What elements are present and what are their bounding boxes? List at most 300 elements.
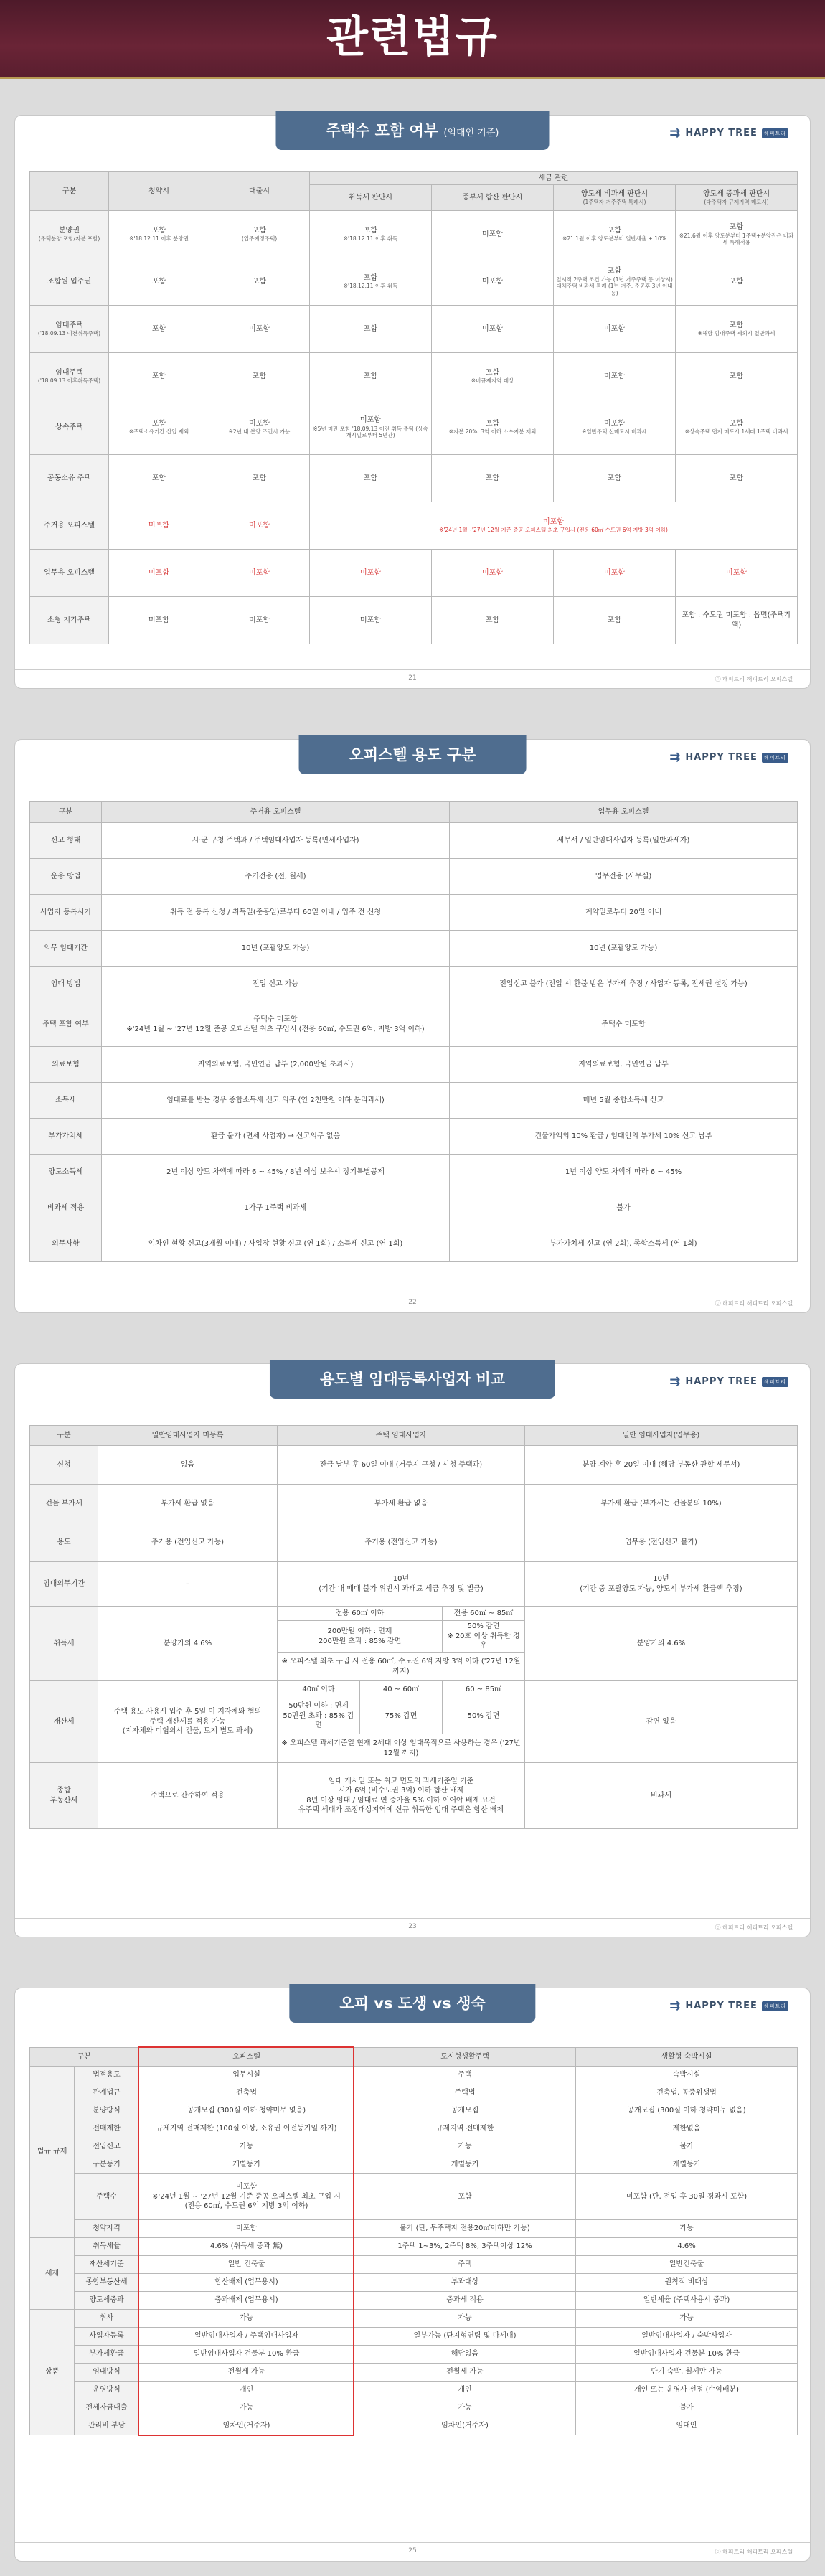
- table-cell: [354, 2256, 576, 2274]
- table-cell-text: 환급 불가 (면세 사업자) → 신고의무 없음: [210, 1132, 341, 1140]
- table-row: [30, 895, 798, 931]
- row-label: [30, 1607, 98, 1681]
- table-cell: [354, 2102, 576, 2120]
- panel-footer: 25 ⓒ 해피트리 해피트리 오피스텔: [15, 2542, 810, 2561]
- table-cell-text: 공개모집 (300실 이하 청약미무 없음): [627, 2107, 746, 2115]
- table-cell: [310, 502, 798, 550]
- table-cell-text: 건축법: [236, 2089, 257, 2097]
- cell-note: ※'18.12.11 이후 분양권: [129, 235, 189, 243]
- prop-note: [278, 1734, 525, 1763]
- table-cell: [354, 2220, 576, 2238]
- happy-tree-logo: ⇉ HAPPY TREE 해피트리: [669, 750, 788, 765]
- table-cell: [354, 2399, 576, 2417]
- acq-val-60-text: 200만원 이하 : 면제 200만원 초과 : 85% 감면: [318, 1627, 402, 1645]
- table-row: [30, 2399, 798, 2417]
- panel-officetel-comparison: [14, 1988, 811, 2562]
- table-cell-text: 불가 (단, 무주택자 전용20㎡이하만 가능): [400, 2224, 530, 2233]
- row-label-text: 청약자격: [93, 2224, 121, 2233]
- table-cell-text: 포함: [151, 474, 166, 482]
- table-cell-text: 공개모집: [451, 2107, 479, 2115]
- row-label: [75, 2382, 139, 2399]
- column-header-text: 오피스텔: [232, 2052, 260, 2061]
- table-cell-text: 불가: [616, 1203, 631, 1212]
- row-label: [75, 2274, 139, 2292]
- table-cell-text: 포함 : 수도권 미포함 : 읍면(주택가액): [682, 611, 791, 629]
- table-cell-text: 분양가의 4.6%: [636, 1639, 686, 1647]
- table-cell-text: 미포함: [148, 616, 169, 624]
- table-cell: [102, 1083, 450, 1119]
- header-tax-text: 세금 관련: [538, 174, 569, 182]
- table-cell-text: 주거전용 (전, 월세): [245, 872, 306, 880]
- table-cell-text: 포함: [607, 267, 622, 276]
- table-cell-text: 부가가치세 신고 (연 2회), 종합소득세 (연 1회): [550, 1239, 697, 1248]
- table-cell: [554, 455, 676, 502]
- table-cell: [102, 1002, 450, 1047]
- table-cell-text: 부가세 환급 없음: [161, 1499, 214, 1508]
- table-cell-text: 부가세 환급 (부가세는 건물분의 10%): [600, 1499, 722, 1508]
- table-cell-text: 4.6% (취득세 중과 無): [209, 2242, 283, 2251]
- table-cell-text: 임대료를 받는 경우 종합소득세 신고 의무 (연 2천만원 이하 분리과세): [166, 1096, 385, 1104]
- prop-val-60: [360, 1698, 443, 1734]
- table-cell-text: 미포함: [604, 372, 625, 380]
- table-row: [30, 2417, 798, 2435]
- row-label: [30, 1523, 98, 1562]
- table-cell-text: 분양 계약 후 20일 이내 (해당 부동산 관할 세무서): [582, 1460, 740, 1469]
- table-cell-text: 10년 (기간 중 포괄양도 가능, 양도시 부가세 환급액 추징): [580, 1575, 742, 1593]
- table-cell: [525, 1485, 798, 1523]
- table-row: [30, 2102, 798, 2120]
- table-cell-text: 미포함: [360, 416, 381, 424]
- column-header: [354, 2048, 576, 2067]
- table-cell-text: 1주택 1~3%, 2주택 8%, 3주택이상 12%: [397, 2242, 532, 2251]
- table-cell: [139, 2174, 354, 2220]
- table-cell: [554, 258, 676, 306]
- table-cell: [209, 353, 310, 400]
- table-cell: [102, 1155, 450, 1190]
- table-cell: [109, 400, 209, 455]
- acq-val-85-text: 50% 감면 ※ 20호 이상 취득한 경우: [447, 1622, 520, 1650]
- table-cell-text: 부가세 환급 없음: [374, 1499, 428, 1508]
- column-header: [576, 2048, 798, 2067]
- row-label: [75, 2102, 139, 2120]
- table-cell: [576, 2156, 798, 2174]
- row-label-text: 취득세율: [93, 2242, 121, 2251]
- cell-note: 일시적 2주택 조건 가능 (1년 거주주택 등 이상시) 대체주택 비과세 특례 (1년 거주, 준공후 3년 이내 등): [556, 276, 673, 297]
- table-cell: [278, 1446, 525, 1485]
- table-cell-text: 업무전용 (사무실): [595, 872, 652, 880]
- column-header-text: 생활형 숙박시설: [661, 2052, 712, 2061]
- table-cell-text: 포함: [729, 372, 744, 380]
- row-label: [30, 823, 102, 859]
- table-cell-text: 미포함: [249, 419, 270, 428]
- row-label-text: 비과세 적용: [47, 1203, 85, 1212]
- table-cell: [354, 2156, 576, 2174]
- panel-footer: 22 ⓒ 해피트리 해피트리 오피스텔: [15, 1294, 810, 1312]
- row-label: [30, 306, 109, 353]
- table-cell: [139, 2102, 354, 2120]
- table-cell: [209, 400, 310, 455]
- table-cell: [139, 2292, 354, 2310]
- header-tax-col-text: 양도세 비과세 판단시: [580, 189, 649, 198]
- table-cell: [576, 2238, 798, 2256]
- row-label-text: 건물 부가세: [45, 1499, 82, 1508]
- table-cell: [139, 2156, 354, 2174]
- table-cell: [139, 2417, 354, 2435]
- table-cell: [450, 1155, 798, 1190]
- header-loan: [209, 172, 310, 211]
- table-cell-text: 포함: [363, 474, 378, 482]
- table-cell: [354, 2274, 576, 2292]
- table-cell-text: 개인: [239, 2386, 254, 2394]
- table-cell: [139, 2310, 354, 2328]
- acq-note-text: ※ 오피스텔 최초 구입 시 전용 60㎡, 수도권 6억 지방 3억 이하 ('27년 12월 까지): [281, 1658, 521, 1675]
- table-cell-text: 임차인(거주자): [222, 2422, 270, 2430]
- officetel-usage-table: [29, 801, 798, 1262]
- table-cell: [450, 931, 798, 967]
- table-cell: [450, 1002, 798, 1047]
- table-cell-text: 포함: [252, 226, 267, 235]
- table-cell-text: 미포함: [249, 568, 270, 577]
- row-label: [75, 2120, 139, 2138]
- table-cell-text: 미포함: [148, 521, 169, 530]
- table-cell-text: 포함: [729, 277, 744, 286]
- row-label-sub: (주택분양 포함/지분 포함): [38, 235, 100, 243]
- table-cell-text: 부과대상: [451, 2278, 479, 2287]
- table-cell: [354, 2328, 576, 2346]
- table-cell: [554, 400, 676, 455]
- cell-note: ※2년 내 분양 조건시 가능: [228, 428, 291, 436]
- table-cell: [576, 2256, 798, 2274]
- table-row: [30, 823, 798, 859]
- row-label: [30, 1155, 102, 1190]
- happy-tree-logo: ⇉ HAPPY TREE 해피트리: [669, 1374, 788, 1389]
- header-loan-text: 대출시: [249, 187, 270, 195]
- table-cell-text: 일반건축물: [669, 2260, 704, 2269]
- table-row: [30, 2138, 798, 2156]
- table-row: [30, 1190, 798, 1226]
- row-label: [75, 2399, 139, 2417]
- table-cell-text: 미포함 (단, 전입 후 30일 경과시 포함): [626, 2192, 748, 2201]
- table-cell-text: 세무서 / 일반임대사업자 등록(일반과세자): [557, 836, 690, 845]
- table-cell-text: 포함: [363, 273, 378, 282]
- table-cell-text: 미포함: [249, 616, 270, 624]
- table-row: [30, 2328, 798, 2346]
- row-label-text: 소득세: [55, 1096, 76, 1104]
- panel-rental-business: [14, 1363, 811, 1937]
- column-header: [30, 1426, 98, 1446]
- table-cell: [109, 258, 209, 306]
- table-cell-text: 포함: [252, 277, 267, 286]
- table-row: [30, 1155, 798, 1190]
- table-cell: [310, 353, 432, 400]
- table-cell: [310, 306, 432, 353]
- table-cell-text: 주거용 (전입신고 가능): [151, 1538, 225, 1546]
- table-cell-text: 건축법, 공중위생법: [656, 2089, 717, 2097]
- row-label-text: 주택수: [96, 2192, 117, 2201]
- column-header-text: 주거용 오피스텔: [250, 807, 301, 816]
- column-header: [30, 802, 102, 823]
- table-cell-text: 미포함: [236, 2224, 257, 2233]
- table-cell: [450, 895, 798, 931]
- table-cell: [98, 1485, 278, 1523]
- table-cell: [209, 306, 310, 353]
- table-cell-text: 포함: [363, 372, 378, 380]
- row-label: [30, 1047, 102, 1083]
- row-label-text: 의무사항: [52, 1239, 80, 1248]
- table-cell: [354, 2084, 576, 2102]
- table-cell-text: 주거용 (전입신고 가능): [364, 1538, 438, 1546]
- table-cell-text: 가능: [239, 2404, 254, 2412]
- row-label: [30, 1190, 102, 1226]
- table-cell: [576, 2120, 798, 2138]
- table-cell: [450, 967, 798, 1002]
- table-cell-text: 지역의료보험, 국민연금 납부 (2,000만원 초과시): [197, 1060, 354, 1068]
- table-cell-text: 포함: [729, 474, 744, 482]
- table-cell-text: 불가: [679, 2404, 694, 2412]
- table-cell: [576, 2174, 798, 2220]
- table-cell: [432, 400, 554, 455]
- table-cell: [139, 2256, 354, 2274]
- table-cell-text: 중과세 적용: [446, 2296, 484, 2305]
- table-cell: [109, 353, 209, 400]
- table-cell: [354, 2138, 576, 2156]
- row-label: [30, 1763, 98, 1829]
- prop-val-40: [278, 1698, 360, 1734]
- table-cell-text: 미포함: [726, 568, 747, 577]
- table-row: [30, 859, 798, 895]
- column-header-text: 구분: [77, 2052, 92, 2061]
- table-cell: [209, 258, 310, 306]
- table-cell: [354, 2174, 576, 2220]
- row-label-text: 운영방식: [93, 2386, 121, 2394]
- table-cell: [525, 1681, 798, 1763]
- row-label: [30, 1562, 98, 1607]
- table-cell-text: 일반임대사업자 / 숙박사업자: [641, 2332, 732, 2341]
- table-cell-text: 불가: [679, 2143, 694, 2151]
- row-label: [30, 597, 109, 644]
- table-cell: [450, 1226, 798, 1262]
- table-row: [30, 1523, 798, 1562]
- row-label-text: 전세자금대출: [85, 2404, 128, 2412]
- panel-footer: 21 ⓒ 해피트리 해피트리 오피스텔: [15, 669, 810, 688]
- table-cell-text: 지역의료보험, 국민연금 납부: [578, 1060, 669, 1068]
- table-row: [30, 2274, 798, 2292]
- table-cell: [139, 2328, 354, 2346]
- header-tax: [310, 172, 798, 185]
- table-cell-text: 제한없음: [672, 2125, 701, 2133]
- table-cell: [432, 455, 554, 502]
- table-cell: [209, 550, 310, 597]
- table-cell-text: 개인: [458, 2386, 472, 2394]
- row-label-text: 용도: [57, 1538, 71, 1546]
- table-cell-text: 일반세율 (주택사용시 중과): [643, 2296, 730, 2305]
- row-label: [75, 2417, 139, 2435]
- row-label-text: 사업자등록: [89, 2332, 124, 2341]
- table-row: [30, 1446, 798, 1485]
- group-label: [30, 2310, 75, 2435]
- table-cell-text: 감면 없음: [646, 1717, 676, 1726]
- column-header-text: 주택 임대사업자: [375, 1431, 427, 1439]
- acq-head-85-text: 전용 60㎡ ~ 85㎡: [453, 1609, 514, 1617]
- household-count-table: [29, 171, 798, 644]
- table-cell: [139, 2138, 354, 2156]
- prop-head-40: [278, 1681, 360, 1698]
- row-label-text: 임대방식: [93, 2368, 121, 2377]
- table-row: [30, 2382, 798, 2399]
- row-label: [75, 2256, 139, 2274]
- table-cell: [310, 597, 432, 644]
- table-cell: [676, 597, 798, 644]
- table-cell-text: 분양가의 4.6%: [163, 1639, 212, 1647]
- table-cell-text: 포함: [363, 324, 378, 333]
- row-label: [30, 1226, 102, 1262]
- table-cell: [432, 550, 554, 597]
- row-label: [75, 2220, 139, 2238]
- row-label-text: 재산세: [53, 1717, 75, 1726]
- header-tax-col: [432, 185, 554, 211]
- row-label: [30, 1002, 102, 1047]
- table-cell-text: 전입신고 불가 (전입 시 환불 받은 부가세 추징 / 사업자 등록, 전세권 설정 가능): [499, 979, 748, 988]
- table-cell-text: 일부가능 (단지형연립 및 다세대): [413, 2332, 517, 2341]
- table-cell-text: 포함: [151, 324, 166, 333]
- table-cell-text: 미포함: [249, 324, 270, 333]
- header-tax-col-text: 종부세 합산 판단시: [462, 193, 523, 202]
- table-cell: [432, 353, 554, 400]
- cell-note: ※'18.12.11 이후 취득: [343, 283, 398, 290]
- table-cell: [354, 2120, 576, 2138]
- group-label: [30, 2238, 75, 2310]
- table-cell-text: 미포함: [543, 517, 564, 526]
- table-cell: [102, 859, 450, 895]
- row-label: [30, 353, 109, 400]
- table-row: [30, 2067, 798, 2084]
- table-cell: [209, 211, 310, 258]
- table-cell-text: 포함: [607, 474, 622, 482]
- table-cell-text: 미포함: [249, 521, 270, 530]
- table-cell: [354, 2292, 576, 2310]
- table-cell-text: 미포함: [604, 419, 625, 428]
- table-cell-text: 개별등기: [232, 2161, 260, 2169]
- table-cell: [354, 2364, 576, 2382]
- acq-head-60-text: 전용 60㎡ 이하: [335, 1609, 385, 1617]
- table-cell-text: 주택수 미포함: [601, 1020, 646, 1028]
- table-cell: [525, 1523, 798, 1562]
- group-label-text: 세제: [44, 2269, 60, 2277]
- header-gubun-text: 구분: [62, 187, 77, 195]
- table-cell-text: 10년 (포괄양도 가능): [589, 944, 658, 952]
- table-cell-text: 포함: [151, 372, 166, 380]
- table-cell: [109, 550, 209, 597]
- row-label: [75, 2138, 139, 2156]
- row-label-text: 관계법규: [93, 2089, 121, 2097]
- table-cell: [576, 2138, 798, 2156]
- table-cell: [209, 597, 310, 644]
- table-cell: [209, 502, 310, 550]
- cell-note: ※5년 미만 포함 '18.09.13 이전 취득 주택 (상속개시일로부터 5년간): [313, 425, 428, 439]
- column-header-text: 도시형생활주택: [440, 2052, 489, 2061]
- column-header-text: 업무용 오피스텔: [598, 807, 649, 816]
- table-row: [30, 2238, 798, 2256]
- table-row: [30, 400, 798, 455]
- table-cell-text: 미포함: [604, 324, 625, 333]
- table-cell-text: 10년 (포괄양도 가능): [241, 944, 310, 952]
- row-label: [75, 2346, 139, 2364]
- table-row: [30, 2364, 798, 2382]
- table-cell-text: 임차인(거주자): [441, 2422, 489, 2430]
- table-row: [30, 2084, 798, 2102]
- row-label-text: 취득세: [53, 1639, 75, 1647]
- table-cell: [525, 1446, 798, 1485]
- table-cell: [102, 1119, 450, 1155]
- row-label: [30, 211, 109, 258]
- acq-val-60: [278, 1621, 443, 1653]
- row-label: [75, 2328, 139, 2346]
- row-label-text: 양도세중과: [89, 2296, 124, 2305]
- row-label-text: 사업자 등록시기: [40, 908, 91, 916]
- table-cell: [139, 2220, 354, 2238]
- header-tax-sub: (1주택자 거주주택 특례시): [583, 199, 646, 206]
- table-cell-text: 규제지역 전매제한 (100실 이상, 소유권 이전등기일 까지): [156, 2125, 337, 2133]
- table-cell: [109, 455, 209, 502]
- table-cell-text: 미포함 ※'24년 1월 ~ '27년 12월 기준 준공 오피스텔 최초 구입 시 (전용 60㎡, 수도권 6억 지방 3억 이하): [152, 2183, 341, 2211]
- table-cell-text: 주택수 미포함 ※'24년 1월 ~ '27년 12월 준공 오피스텔 최초 구입시 (전용 60㎡, 수도권 6억, 지방 3억 이하): [126, 1015, 425, 1033]
- row-label-text: 부가세환급: [89, 2350, 124, 2359]
- table-row: [30, 2174, 798, 2220]
- table-cell-text: 포함: [252, 474, 267, 482]
- table-cell-text: 1가구 1주택 비과세: [244, 1203, 307, 1212]
- table-cell: [576, 2084, 798, 2102]
- happy-tree-logo: ⇉ HAPPY TREE 해피트리: [669, 1998, 788, 2013]
- column-header-text: 일반임대사업자 미등록: [151, 1431, 224, 1439]
- table-cell: [209, 455, 310, 502]
- table-cell: [98, 1562, 278, 1607]
- prop-val-60-text: 75% 감면: [385, 1711, 418, 1720]
- table-cell: [576, 2067, 798, 2084]
- row-label-text: 양도소득세: [48, 1167, 83, 1176]
- row-label-text: 전입신고: [93, 2143, 121, 2151]
- table-cell-text: 임대 개시일 또는 최고 면도의 과세기준일 기준 시가 6억 (비수도권 3억) 이하 합산 배제 8년 이상 임대 / 임대료 연 증가율 5% 이하 이어야 배제 요건 유주택 세대가 조정대상지역에 신규 취득한 임대 주택은 합산 배제: [298, 1777, 504, 1814]
- header-gubun: [30, 172, 109, 211]
- table-cell: [676, 455, 798, 502]
- cell-note: ※해당 임대주택 제외시 일반과세: [697, 330, 776, 337]
- table-cell-text: 가능: [458, 2314, 472, 2323]
- header-subscription-text: 청약시: [148, 187, 169, 195]
- table-cell: [576, 2292, 798, 2310]
- row-label-text: 조합원 입주권: [47, 277, 92, 286]
- column-header-text: 구분: [57, 1431, 71, 1439]
- row-label: [30, 400, 109, 455]
- row-label: [75, 2084, 139, 2102]
- prop-note-text: ※ 오피스텔 과세기준일 현재 2세대 이상 임대목적으로 사용하는 경우 ('27년 12월 까지): [281, 1739, 521, 1757]
- table-row: [30, 1047, 798, 1083]
- table-cell: [98, 1763, 278, 1829]
- table-cell: [576, 2102, 798, 2120]
- table-cell: [576, 2220, 798, 2238]
- column-header: [278, 1426, 525, 1446]
- table-cell-text: 미포함: [482, 568, 503, 577]
- table-cell: [576, 2310, 798, 2328]
- table-cell: [278, 1485, 525, 1523]
- table-cell: [576, 2417, 798, 2435]
- row-label-text: 임대의무기간: [43, 1579, 85, 1588]
- header-banner: [0, 0, 825, 79]
- table-cell: [676, 400, 798, 455]
- table-cell: [354, 2382, 576, 2399]
- table-cell: [98, 1681, 278, 1763]
- table-cell: [139, 2364, 354, 2382]
- table-cell-text: 주택: [458, 2071, 472, 2079]
- row-label-text: 운용 방법: [50, 872, 81, 880]
